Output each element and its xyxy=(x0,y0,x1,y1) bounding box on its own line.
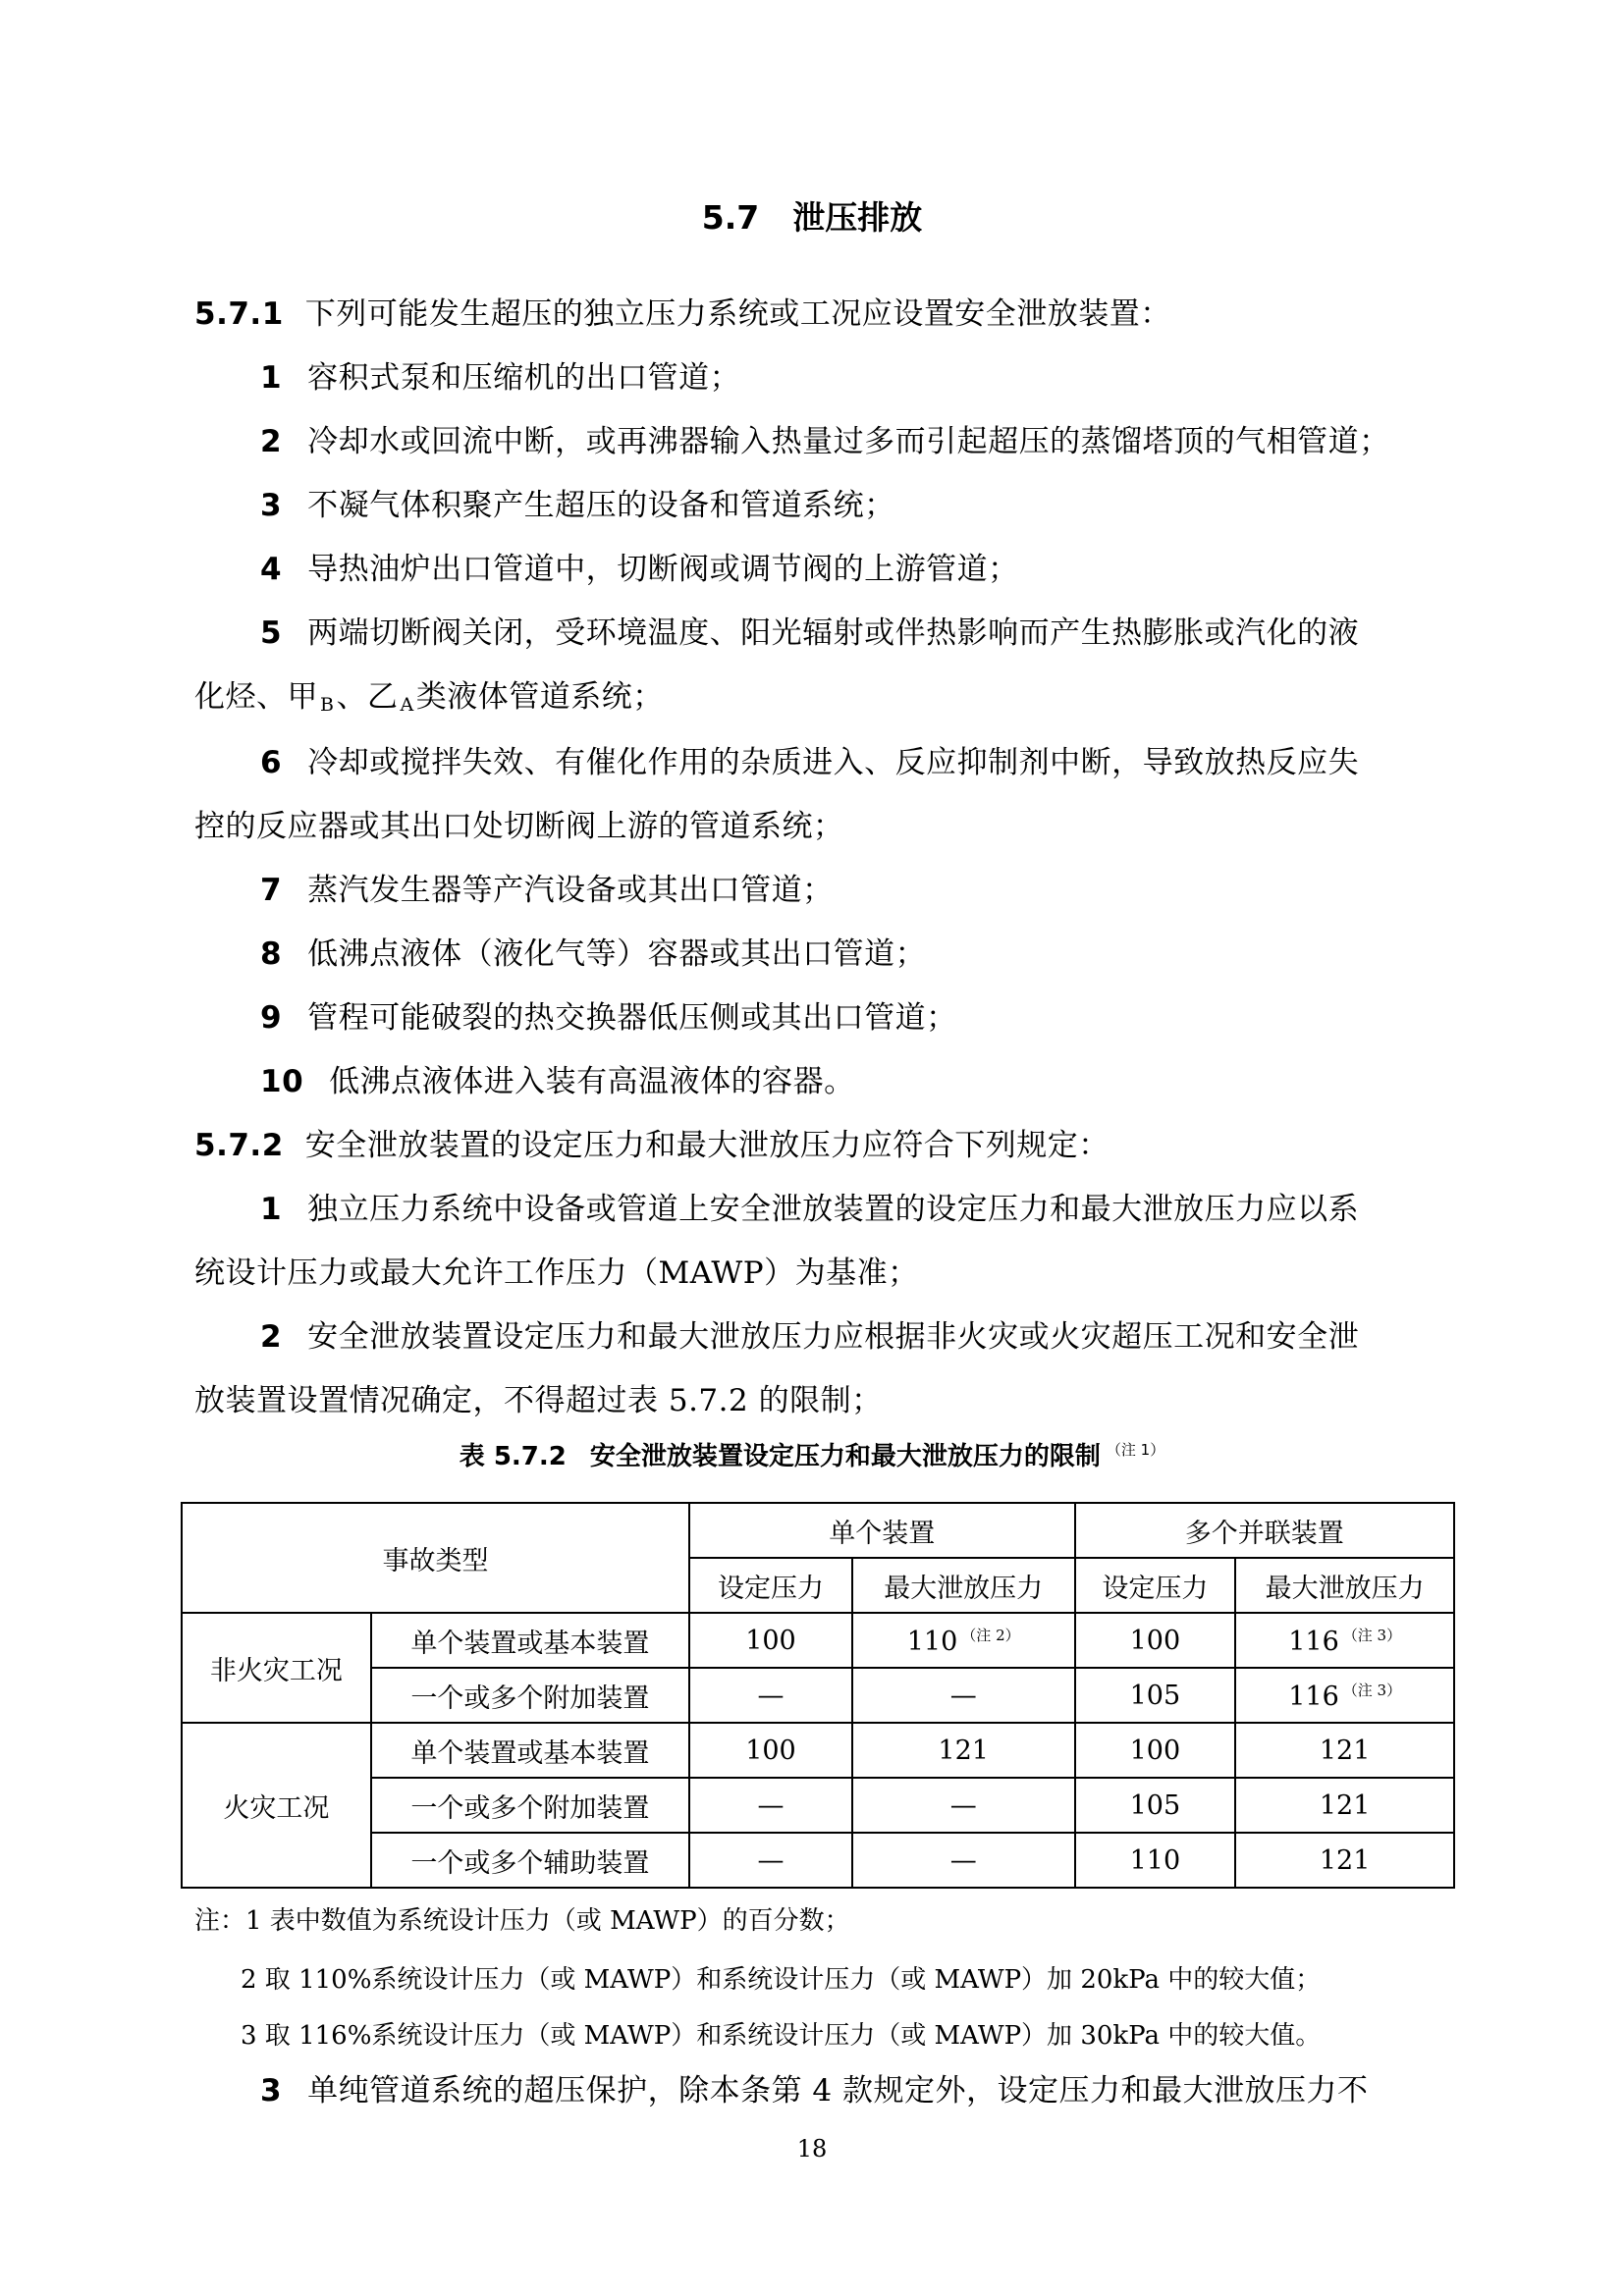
cell-value-text: 110 xyxy=(906,1626,958,1657)
item-text: 冷却或搅拌失效、有催化作用的杂质进入、反应抑制剂中断，导致放热反应失 xyxy=(307,745,1360,780)
item-text: 统设计压力或最大允许工作压力（MAWP）为基准； xyxy=(194,1255,919,1291)
note-ref: （注 3） xyxy=(1342,1681,1402,1699)
list-item xyxy=(260,422,1390,461)
item-number: 9 xyxy=(260,1000,283,1036)
clause-text: 安全泄放装置的设定压力和最大泄放压力应符合下列规定： xyxy=(304,1128,1110,1163)
table-note: 注：1 表中数值为系统设计压力（或 MAWP）的百分数； xyxy=(194,1906,850,1936)
item-text: 蒸汽发生器等产汽设备或其出口管道； xyxy=(307,873,834,908)
list-item-continuation xyxy=(194,1381,883,1420)
item-text: 两端切断阀关闭，受环境温度、阳光辐射或伴热影响而产生热膨胀或汽化的液 xyxy=(307,615,1360,651)
subheader-set-pressure: 设定压力 xyxy=(689,1558,852,1613)
item-text: 放装置设置情况确定，不得超过表 5.7.2 的限制； xyxy=(194,1383,883,1418)
item-text: 类液体管道系统； xyxy=(415,679,664,715)
section-number: 5.7 xyxy=(701,198,760,237)
item-text: 低沸点液体（液化气等）容器或其出口管道； xyxy=(307,936,927,972)
cell-value: 121 xyxy=(1235,1833,1454,1888)
item-text: 容积式泵和压缩机的出口管道； xyxy=(307,360,741,396)
list-item xyxy=(260,2071,1369,2110)
table-row xyxy=(182,1833,1454,1888)
row-label: 单个装置或基本装置 xyxy=(371,1723,689,1778)
cell-value: — xyxy=(689,1833,852,1888)
cell-value: 121 xyxy=(1235,1778,1454,1833)
table-note-ref: （注 1） xyxy=(1106,1441,1165,1459)
subscript: B xyxy=(320,694,335,716)
item-number: 10 xyxy=(260,1064,304,1099)
cell-value: 100 xyxy=(1075,1613,1236,1668)
table-title: 安全泄放装置设定压力和最大泄放压力的限制 xyxy=(589,1442,1101,1471)
cell-value: 110 xyxy=(1075,1833,1236,1888)
table-note: 2 取 110%系统设计压力（或 MAWP）和系统设计压力（或 MAWP）加 20kPa 中的较大值； xyxy=(241,1965,1322,1995)
cell-value: 121 xyxy=(852,1723,1075,1778)
item-number: 2 xyxy=(260,1319,283,1355)
row-label: 单个装置或基本装置 xyxy=(371,1613,689,1668)
cell-value xyxy=(852,1613,1075,1668)
cell-value xyxy=(1235,1613,1454,1668)
table-row xyxy=(182,1613,1454,1668)
item-text: 控的反应器或其出口处切断阀上游的管道系统； xyxy=(194,809,844,844)
item-text: 导热油炉出口管道中，切断阀或调节阀的上游管道； xyxy=(307,552,1019,587)
list-item-continuation xyxy=(194,1254,919,1293)
item-number: 1 xyxy=(260,1192,283,1227)
list-item-continuation xyxy=(194,807,844,846)
clause-text: 下列可能发生超压的独立压力系统或工况应设置安全泄放装置： xyxy=(304,296,1171,332)
section-title xyxy=(0,192,1624,239)
item-text: 低沸点液体进入装有高温液体的容器。 xyxy=(329,1064,855,1099)
note-ref: （注 3） xyxy=(1342,1626,1402,1644)
cell-value: 100 xyxy=(1075,1723,1236,1778)
table-number: 表 5.7.2 xyxy=(459,1442,567,1471)
cell-value: — xyxy=(689,1778,852,1833)
group-name: 火灾工况 xyxy=(182,1723,371,1888)
header-single-device: 单个装置 xyxy=(689,1503,1074,1558)
cell-value-text: 116 xyxy=(1288,1626,1339,1657)
limits-table xyxy=(181,1502,1455,1889)
cell-value xyxy=(1235,1668,1454,1723)
item-number: 8 xyxy=(260,936,283,972)
table-note: 3 取 116%系统设计压力（或 MAWP）和系统设计压力（或 MAWP）加 30kPa 中的较大值。 xyxy=(241,2021,1322,2051)
table-header-row xyxy=(182,1503,1454,1558)
item-number: 4 xyxy=(260,552,283,587)
item-text: 安全泄放装置设定压力和最大泄放压力应根据非火灾或火灾超压工况和安全泄 xyxy=(307,1319,1360,1355)
cell-value: 100 xyxy=(689,1613,852,1668)
row-label: 一个或多个附加装置 xyxy=(371,1778,689,1833)
list-item xyxy=(260,1190,1359,1229)
item-number: 6 xyxy=(260,745,283,780)
header-multiple-devices: 多个并联装置 xyxy=(1075,1503,1454,1558)
header-accident-type: 事故类型 xyxy=(182,1503,689,1613)
list-item xyxy=(260,934,926,974)
row-label: 一个或多个辅助装置 xyxy=(371,1833,689,1888)
page-number: 18 xyxy=(796,2135,828,2163)
item-text: 独立压力系统中设备或管道上安全泄放装置的设定压力和最大泄放压力应以系 xyxy=(307,1192,1360,1227)
list-item xyxy=(260,358,740,398)
clause-572 xyxy=(194,1126,1110,1165)
item-number: 2 xyxy=(260,424,283,459)
item-text: 冷却水或回流中断，或再沸器输入热量过多而引起超压的蒸馏塔顶的气相管道； xyxy=(307,424,1390,459)
list-item xyxy=(260,1317,1359,1357)
table-row xyxy=(182,1668,1454,1723)
section-heading: 泄压排放 xyxy=(792,198,923,237)
item-number: 5 xyxy=(260,615,283,651)
item-text: 化烃、甲 xyxy=(194,679,318,715)
subheader-max-pressure: 最大泄放压力 xyxy=(852,1558,1075,1613)
list-item xyxy=(260,1062,855,1101)
clause-number: 5.7.1 xyxy=(194,296,284,332)
cell-value: 100 xyxy=(689,1723,852,1778)
list-item xyxy=(260,486,895,525)
cell-value: 105 xyxy=(1075,1778,1236,1833)
item-text: 、乙 xyxy=(336,679,399,715)
clause-571 xyxy=(194,294,1171,334)
cell-value: — xyxy=(852,1833,1075,1888)
list-item xyxy=(260,550,1019,589)
cell-value-text: 116 xyxy=(1288,1681,1339,1712)
subheader-max-pressure: 最大泄放压力 xyxy=(1235,1558,1454,1613)
table-row xyxy=(182,1723,1454,1778)
item-number: 3 xyxy=(260,2073,283,2109)
row-label: 一个或多个附加装置 xyxy=(371,1668,689,1723)
item-number: 3 xyxy=(260,488,283,523)
list-item xyxy=(260,614,1359,653)
item-number: 1 xyxy=(260,360,283,396)
item-text: 单纯管道系统的超压保护，除本条第 4 款规定外，设定压力和最大泄放压力不 xyxy=(307,2073,1369,2109)
cell-value: — xyxy=(852,1778,1075,1833)
item-text: 不凝气体积聚产生超压的设备和管道系统； xyxy=(307,488,895,523)
list-item xyxy=(260,871,834,910)
cell-value: 121 xyxy=(1235,1723,1454,1778)
list-item xyxy=(260,998,957,1038)
cell-value: 105 xyxy=(1075,1668,1236,1723)
cell-value: — xyxy=(689,1668,852,1723)
clause-number: 5.7.2 xyxy=(194,1128,284,1163)
note-ref: （注 2） xyxy=(961,1626,1020,1644)
table-caption xyxy=(0,1436,1624,1472)
cell-value: — xyxy=(852,1668,1075,1723)
table-row xyxy=(182,1778,1454,1833)
subscript: A xyxy=(400,694,414,716)
group-name: 非火灾工况 xyxy=(182,1613,371,1723)
subheader-set-pressure: 设定压力 xyxy=(1075,1558,1236,1613)
item-number: 7 xyxy=(260,873,283,908)
list-item xyxy=(260,743,1359,782)
item-text: 管程可能破裂的热交换器低压侧或其出口管道； xyxy=(307,1000,957,1036)
list-item-continuation xyxy=(194,677,664,724)
